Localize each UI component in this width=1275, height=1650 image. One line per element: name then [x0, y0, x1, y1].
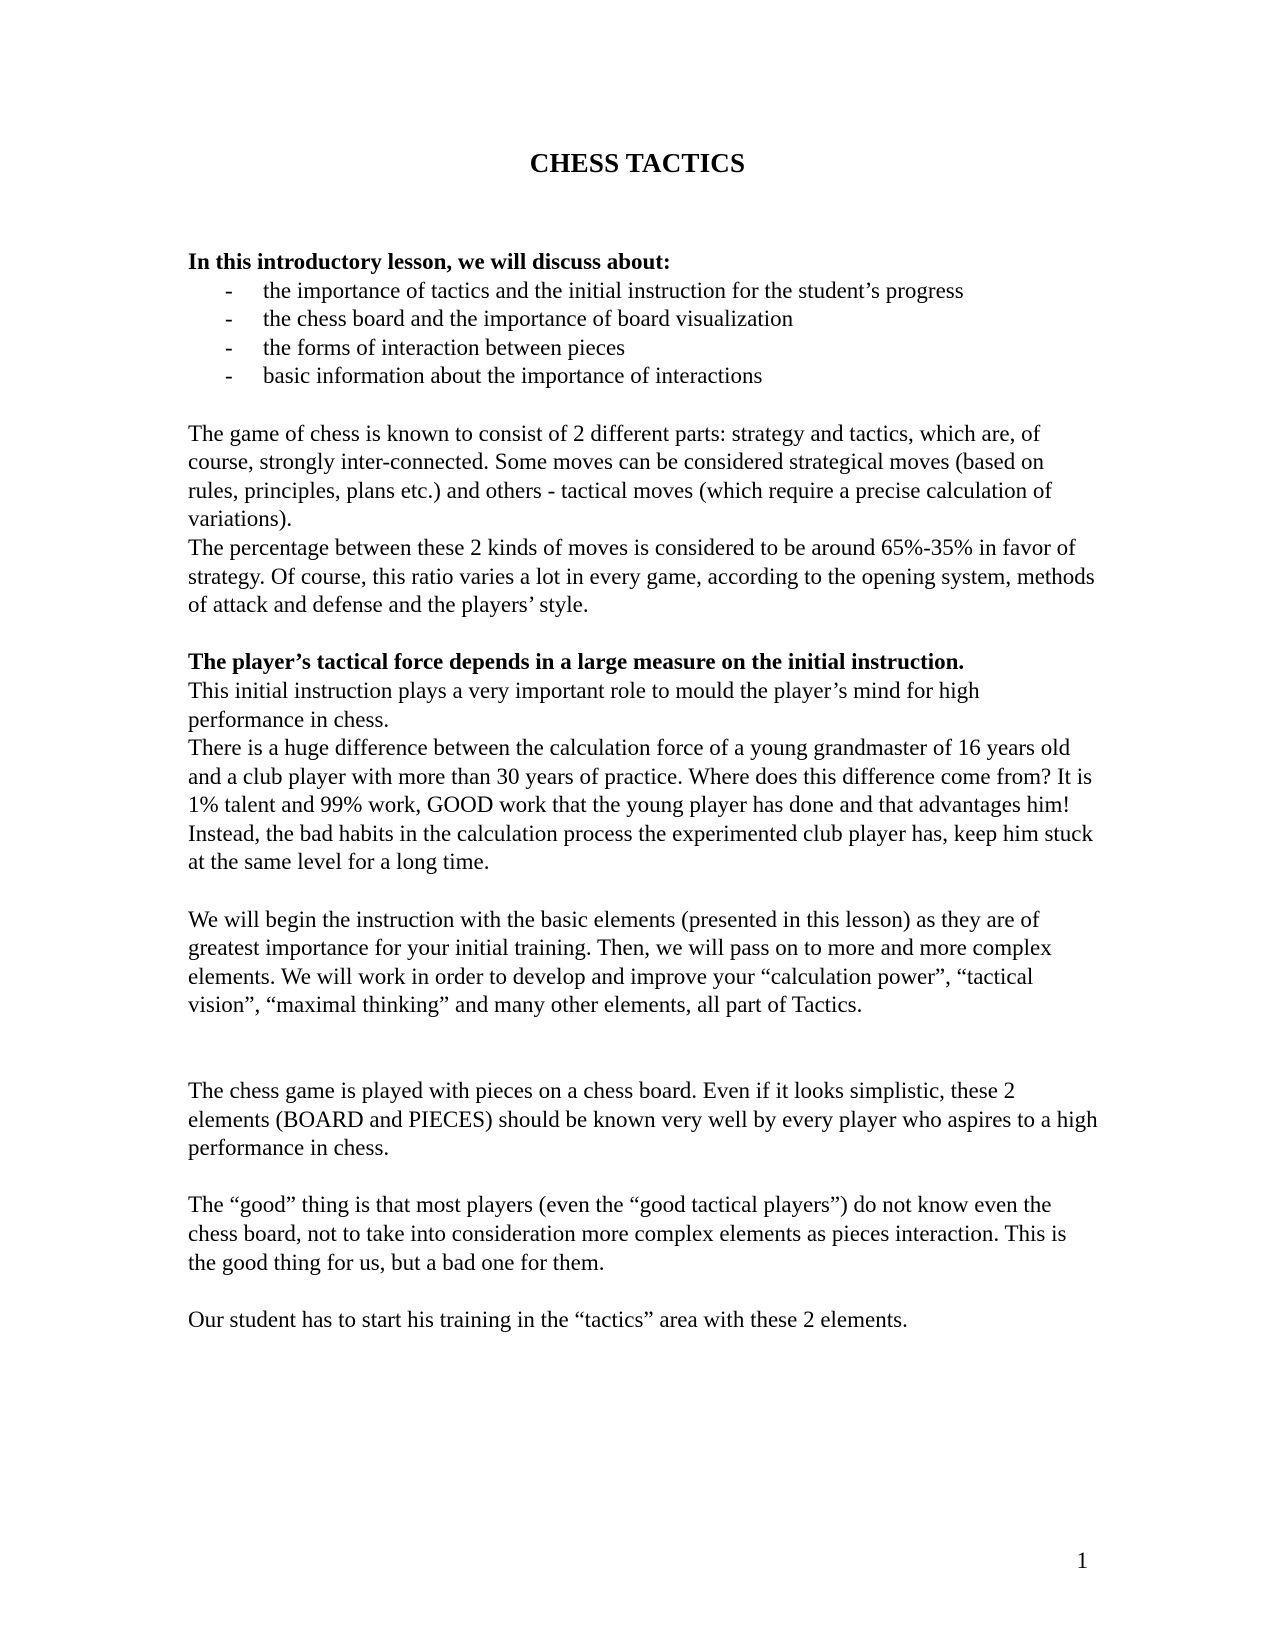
- bold-statement: The player’s tactical force depends in a large measure on the initial instruction.: [188, 649, 965, 675]
- paragraph-strategy-tactics: The game of chess is known to consist of 2 different parts: strategy and tactics, which are, of course, strongly inter-connected. Some moves can be considered strategical moves (based on rules, principles, plans etc.) and others - tactical moves (which require a precise calculation of variations).: [188, 420, 1053, 532]
- intro-heading: In this introductory lesson, we will discuss about:: [188, 249, 671, 274]
- paragraph-percentage: The percentage between these 2 kinds of moves is considered to be around 65%-35% in favor of strategy. Of course, this ratio varies a lot in every game, according to the opening system, methods of attack and defense and the players’ style.: [188, 534, 1095, 618]
- page-number: 1: [1076, 1548, 1088, 1573]
- paragraph-begin-instruction: We will begin the instruction with the basic elements (presented in this lesson) as they are of greatest importance for your initial training. Then, we will pass on to more and more complex elements. We will work in order to develop and improve your “calculation power”, “tactical vision”, “maximal thinking” and many other elements, all part of Tactics.: [188, 906, 1052, 1018]
- list-item: - the chess board and the importance of board visualization: [188, 305, 1098, 334]
- bullet-dash: -: [225, 306, 233, 332]
- paragraph-initial-instruction: This initial instruction plays a very important role to mould the player’s mind for high performance in chess.: [188, 677, 980, 732]
- document-body: [188, 248, 1098, 1334]
- paragraph-good-thing: The “good” thing is that most players (even the “good tactical players”) do not know even the chess board, not to take into consideration more complex elements as pieces interaction. This is the good thing for us, but a bad one for them.: [188, 1192, 1067, 1275]
- intro-list: [188, 277, 1098, 391]
- paragraph-difference: There is a huge difference between the calculation force of a young grandmaster of 16 years old and a club player with more than 30 years of practice. Where does this difference come from? It is 1% talent and 99% work, GOOD work that the young player has done and that advantages him! Instead, the bad habits in the calculation process the experimented club player has, keep him stuck at the same level for a long time.: [188, 735, 1094, 875]
- list-item: - basic information about the importance of interactions: [188, 362, 1098, 391]
- list-item: - the importance of tactics and the initial instruction for the student’s progress: [188, 277, 1098, 306]
- bullet-dash: -: [225, 277, 233, 303]
- list-item: - the forms of interaction between pieces: [188, 334, 1098, 363]
- page-title: CHESS TACTICS: [529, 148, 746, 178]
- bullet-dash: -: [225, 334, 233, 360]
- paragraph-board-pieces: The chess game is played with pieces on a chess board. Even if it looks simplistic, these 2 elements (BOARD and PIECES) should be known very well by every player who aspires to a high performance in chess.: [188, 1078, 1098, 1161]
- bullet-dash: -: [225, 363, 233, 389]
- paragraph-student-training: Our student has to start his training in the “tactics” area with these 2 elements.: [188, 1306, 908, 1332]
